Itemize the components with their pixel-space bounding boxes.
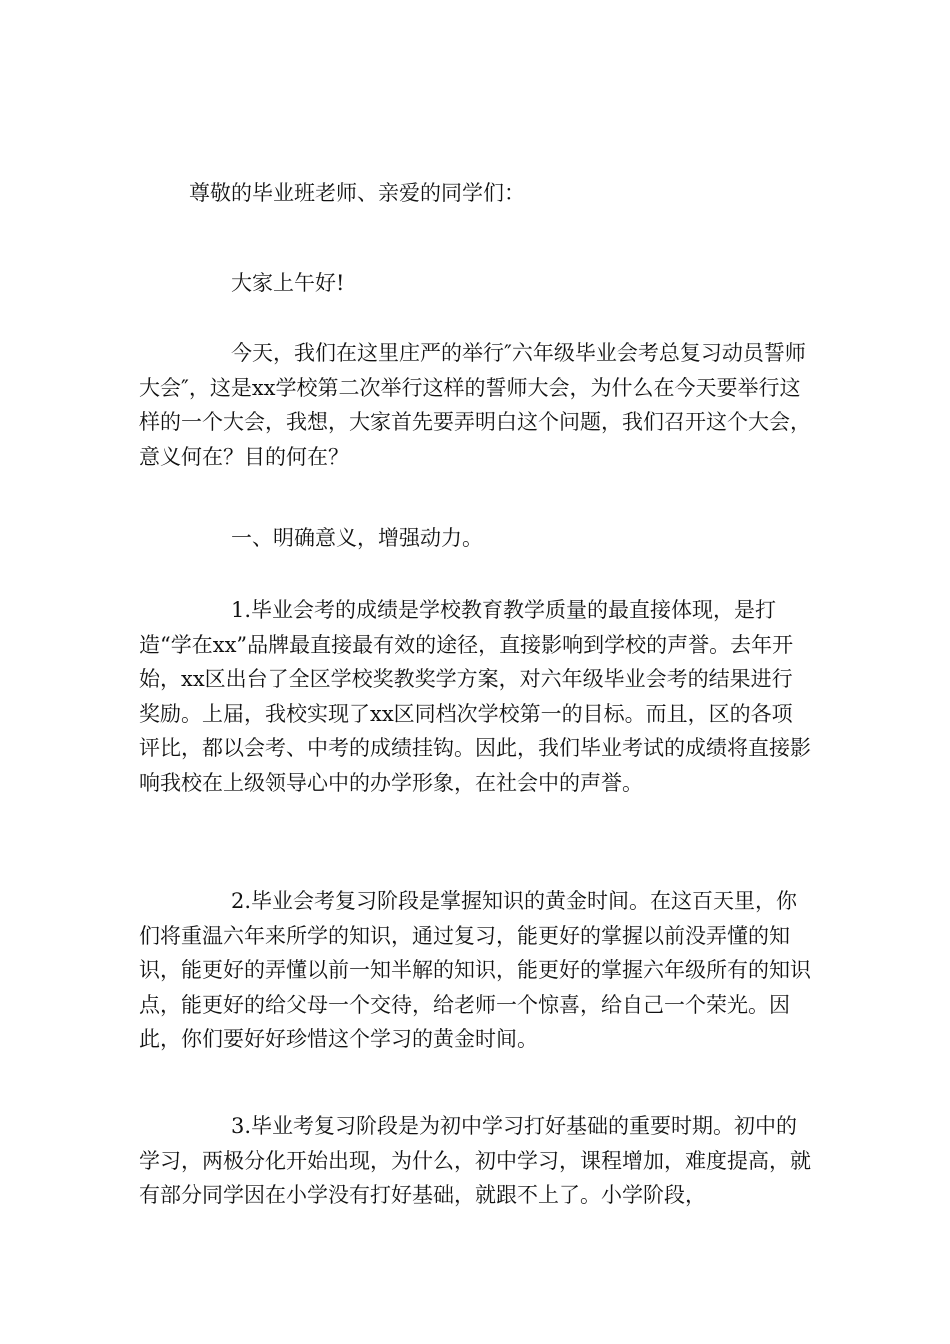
salutation: 尊敬的毕业班老师、亲爱的同学们： — [189, 181, 525, 205]
greeting: 大家上午好! — [231, 271, 345, 295]
paragraph-point-3: 3.毕业考复习阶段是为初中学习打好基础的重要时期。初中的学习，两极分化开始出现，为什么，初中学习，课程增加，难度提高，就有部分同学因在小学没有打好基础，就跟不上了。小学阶段， — [139, 1114, 811, 1208]
paragraph-point-2: 2.毕业会考复习阶段是掌握知识的黄金时间。在这百天里，你们将重温六年来所学的知识，通过复习，能更好的掌握以前没弄懂的知识，能更好的弄懂以前一知半解的知识，能更好的掌握六年级所有的知识点，能更好的给父母一个交待，给老师一个惊喜，给自己一个荣光。因此，你们要好好珍惜这个学习的黄金时间。 — [139, 889, 811, 1052]
paragraph-intro: 今天，我们在这里庄严的举行″六年级毕业会考总复习动员誓师大会″，这是xx学校第二次举行这样的誓师大会，为什么在今天要举行这样的一个大会，我想，大家首先要弄明白这个问题，我们召开这个大会，意义何在？目的何在？ — [139, 341, 811, 469]
paragraph-point-1: 1.毕业会考的成绩是学校教育教学质量的最直接体现，是打造“学在xx”品牌最直接最有效的途径，直接影响到学校的声誉。去年开始，xx区出台了全区学校奖教奖学方案，对六年级毕业会考的结果进行奖励。上届，我校实现了xx区同档次学校第一的目标。而且，区的各项评比，都以会考、中考的成绩挂钩。因此，我们毕业考试的成绩将直接影响我校在上级领导心中的办学形象，在社会中的声誉。 — [139, 598, 811, 795]
section-heading: 一、明确意义，增强动力。 — [231, 526, 483, 550]
